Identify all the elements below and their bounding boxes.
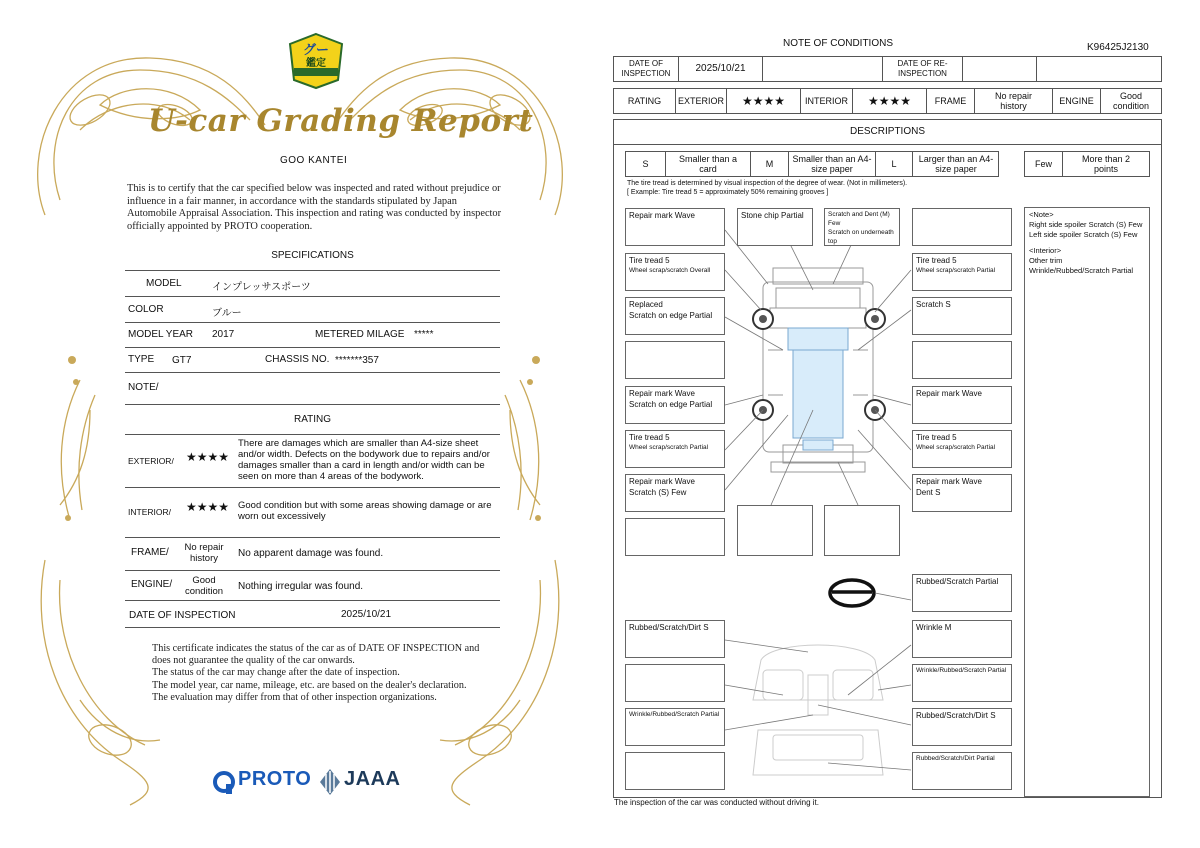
- engine-label: ENGINE/: [131, 579, 173, 590]
- doi-value: 2025/10/21: [695, 63, 746, 74]
- color-value: ブルー: [212, 308, 242, 319]
- inspection-footer: The inspection of the car was conducted without driving it.: [614, 798, 819, 807]
- proto-logo-icon: [212, 770, 238, 796]
- note-box-left-seat: [625, 664, 725, 702]
- model-year-value: 2017: [212, 329, 235, 340]
- engine-label: ENGINE: [1059, 96, 1094, 106]
- note-box-rear-center: [737, 505, 813, 556]
- note-box-left-front-tire: Tire tread 5 Wheel scrap/scratch Overall: [625, 253, 725, 291]
- interior-description: Good condition but with some areas showing damage or are worn out excessively: [238, 500, 492, 522]
- frame-label: FRAME/: [131, 547, 169, 558]
- certificate-footer: [152, 643, 492, 704]
- footer-note: The model year, car name, mileage, etc. are based on the dealer's declaration.: [152, 679, 467, 691]
- exterior-stars: ★★★★: [186, 450, 230, 464]
- note-box-right-front-tire: Tire tread 5 Wheel scrap/scratch Partial: [912, 253, 1012, 291]
- jaaa-brand: JAAA: [344, 768, 401, 790]
- exterior-description: There are damages which are smaller than A4-size sheet and/or width. Defects on the bodywork due to repairs and/or damages smaller than a card in length and/or width can be seen on more than 4 areas of the bodywork.: [238, 438, 490, 482]
- inspection-date-label: DATE OF INSPECTION: [129, 610, 236, 621]
- note-box-left-quarter: Repair mark Wave Scratch (S) Few: [625, 474, 725, 512]
- conditions-title: NOTE OF CONDITIONS: [783, 38, 893, 49]
- legend-text-m: Smaller than an A4-size paper: [792, 154, 872, 174]
- frame-value: No repair history: [994, 91, 1032, 111]
- footer-note: This certificate indicates the status of the car as of DATE OF INSPECTION and does not guarantee the quality of the car onwards.: [152, 643, 480, 667]
- note-box-right-rear-door: Repair mark Wave: [912, 386, 1012, 424]
- note-box-left-rear-door: Repair mark Wave Scratch on edge Partial: [625, 386, 725, 424]
- frame-description: No apparent damage was found.: [238, 548, 384, 559]
- type-value: GT7: [172, 355, 192, 366]
- engine-description: Nothing irregular was found.: [238, 581, 364, 592]
- note-box-right-fender: Scratch S: [912, 297, 1012, 335]
- chassis-value: *******357: [335, 355, 379, 366]
- note-box-right-quarter: Repair mark Wave Dent S: [912, 474, 1012, 512]
- exterior-label: EXTERIOR: [677, 96, 724, 106]
- note-box-front-center: Stone chip Partial: [737, 208, 813, 246]
- svg-text:グー: グー: [302, 43, 330, 58]
- note-box-rear-trunk: [824, 505, 900, 556]
- note-box-left-fender: Replaced Scratch on edge Partial: [625, 297, 725, 335]
- frame-value: No repair history: [184, 542, 224, 564]
- note-box-left-trim: Wrinkle/Rubbed/Scratch Partial: [625, 708, 725, 746]
- note-box-right-rear-tire: Tire tread 5 Wheel scrap/scratch Partial: [912, 430, 1012, 468]
- report-title: U-car Grading Report: [148, 103, 534, 139]
- footer-note: The status of the car may change after the date of inspection.: [152, 667, 400, 679]
- mileage-label: METERED MILAGE: [315, 329, 405, 340]
- note-box-front-left: Repair mark Wave: [625, 208, 725, 246]
- jaaa-logo-icon: [318, 768, 342, 796]
- model-year-label: MODEL YEAR: [128, 329, 194, 340]
- note-box-right-front-door: [912, 341, 1012, 379]
- note-box-right-trim: Wrinkle/Rubbed/Scratch Partial: [912, 664, 1012, 702]
- note-box-rear-seat: Rubbed/Scratch/Dirt Partial: [912, 752, 1012, 790]
- interior-stars: ★★★★: [186, 500, 230, 514]
- tire-example: [ Example: Tire tread 5 = approximately 50% remaining grooves ]: [627, 189, 829, 196]
- note-box-left-rear-tire: Tire tread 5 Wheel scrap/scratch Partial: [625, 430, 725, 468]
- color-label: COLOR: [128, 304, 164, 315]
- interior-stars: ★★★★: [867, 94, 912, 108]
- legend-text-few: More than 2 points: [1081, 154, 1131, 174]
- specifications-heading: SPECIFICATIONS: [271, 250, 354, 261]
- note-box-dashboard: Rubbed/Scratch/Dirt S: [625, 620, 725, 658]
- chassis-label: CHASSIS NO.: [265, 354, 330, 365]
- inspection-date-value: 2025/10/21: [341, 609, 392, 620]
- note-box-front-right: [912, 208, 1012, 246]
- legend-text-s: Smaller than a card: [678, 154, 738, 174]
- note-box-rear-left: [625, 518, 725, 556]
- tire-note: The tire tread is determined by visual inspection of the degree of wear. (Not in millimeters).: [627, 180, 908, 187]
- note-box-right-seat: Wrinkle M: [912, 620, 1012, 658]
- svg-text:鑑定: 鑑定: [306, 58, 326, 69]
- footer-note: The evaluation may differ from that of other inspection organizations.: [152, 691, 437, 703]
- rating-label: RATING: [627, 96, 662, 106]
- doi-label: DATE OF INSPECTION: [621, 59, 671, 78]
- legend-key-s: S: [642, 159, 649, 169]
- report-code: K96425J2130: [1087, 42, 1149, 53]
- goo-kantei-logo: [288, 32, 344, 90]
- note-box-roof: Scratch and Dent (M) Few Scratch on underneath top: [824, 208, 900, 246]
- exterior-stars: ★★★★: [741, 94, 786, 108]
- frame-label: FRAME: [934, 96, 967, 106]
- note-box-left-front-door: [625, 341, 725, 379]
- note-panel: <Note> Right side spoiler Scratch (S) Few Left side spoiler Scratch (S) Few <Interior> Other trim Wrinkle/Rubbed/Scratch Partial: [1024, 207, 1150, 797]
- legend-key-l: L: [891, 159, 897, 169]
- type-label: TYPE: [128, 354, 155, 365]
- model-value: インプレッサスポーツ: [212, 282, 311, 293]
- exterior-label: EXTERIOR/: [128, 456, 174, 466]
- legend-key-few: Few: [1034, 159, 1052, 169]
- descriptions-heading: DESCRIPTIONS: [849, 126, 925, 137]
- engine-value: Good condition: [184, 575, 224, 597]
- note-box-rear-seat-left: [625, 752, 725, 790]
- rating-heading: RATING: [293, 414, 332, 425]
- legend-text-l: Larger than an A4-size paper: [918, 154, 994, 174]
- certification-text: This is to certify that the car specified below was inspected and rated without prejudice or influence in a fair manner, in accordance with the standards stipulated by Japan Automobile Appraisal Association. This inspection and rating was conducted by inspector officially appointed by PROTO cooperation.: [127, 183, 502, 232]
- note-label: NOTE/: [128, 382, 159, 393]
- mileage-value: *****: [414, 329, 434, 340]
- reinspection-label: DATE OF RE-INSPECTION: [897, 59, 948, 78]
- note-box-steering: Rubbed/Scratch Partial: [912, 574, 1012, 612]
- interior-label: INTERIOR: [804, 96, 848, 106]
- report-subtitle: GOO KANTEI: [280, 155, 348, 166]
- note-box-console: Rubbed/Scratch/Dirt S: [912, 708, 1012, 746]
- interior-label: INTERIOR/: [128, 507, 171, 517]
- legend-key-m: M: [765, 159, 774, 169]
- proto-brand: PROTO: [238, 768, 312, 790]
- model-label: MODEL: [146, 278, 182, 289]
- engine-value: Good condition: [1112, 91, 1150, 111]
